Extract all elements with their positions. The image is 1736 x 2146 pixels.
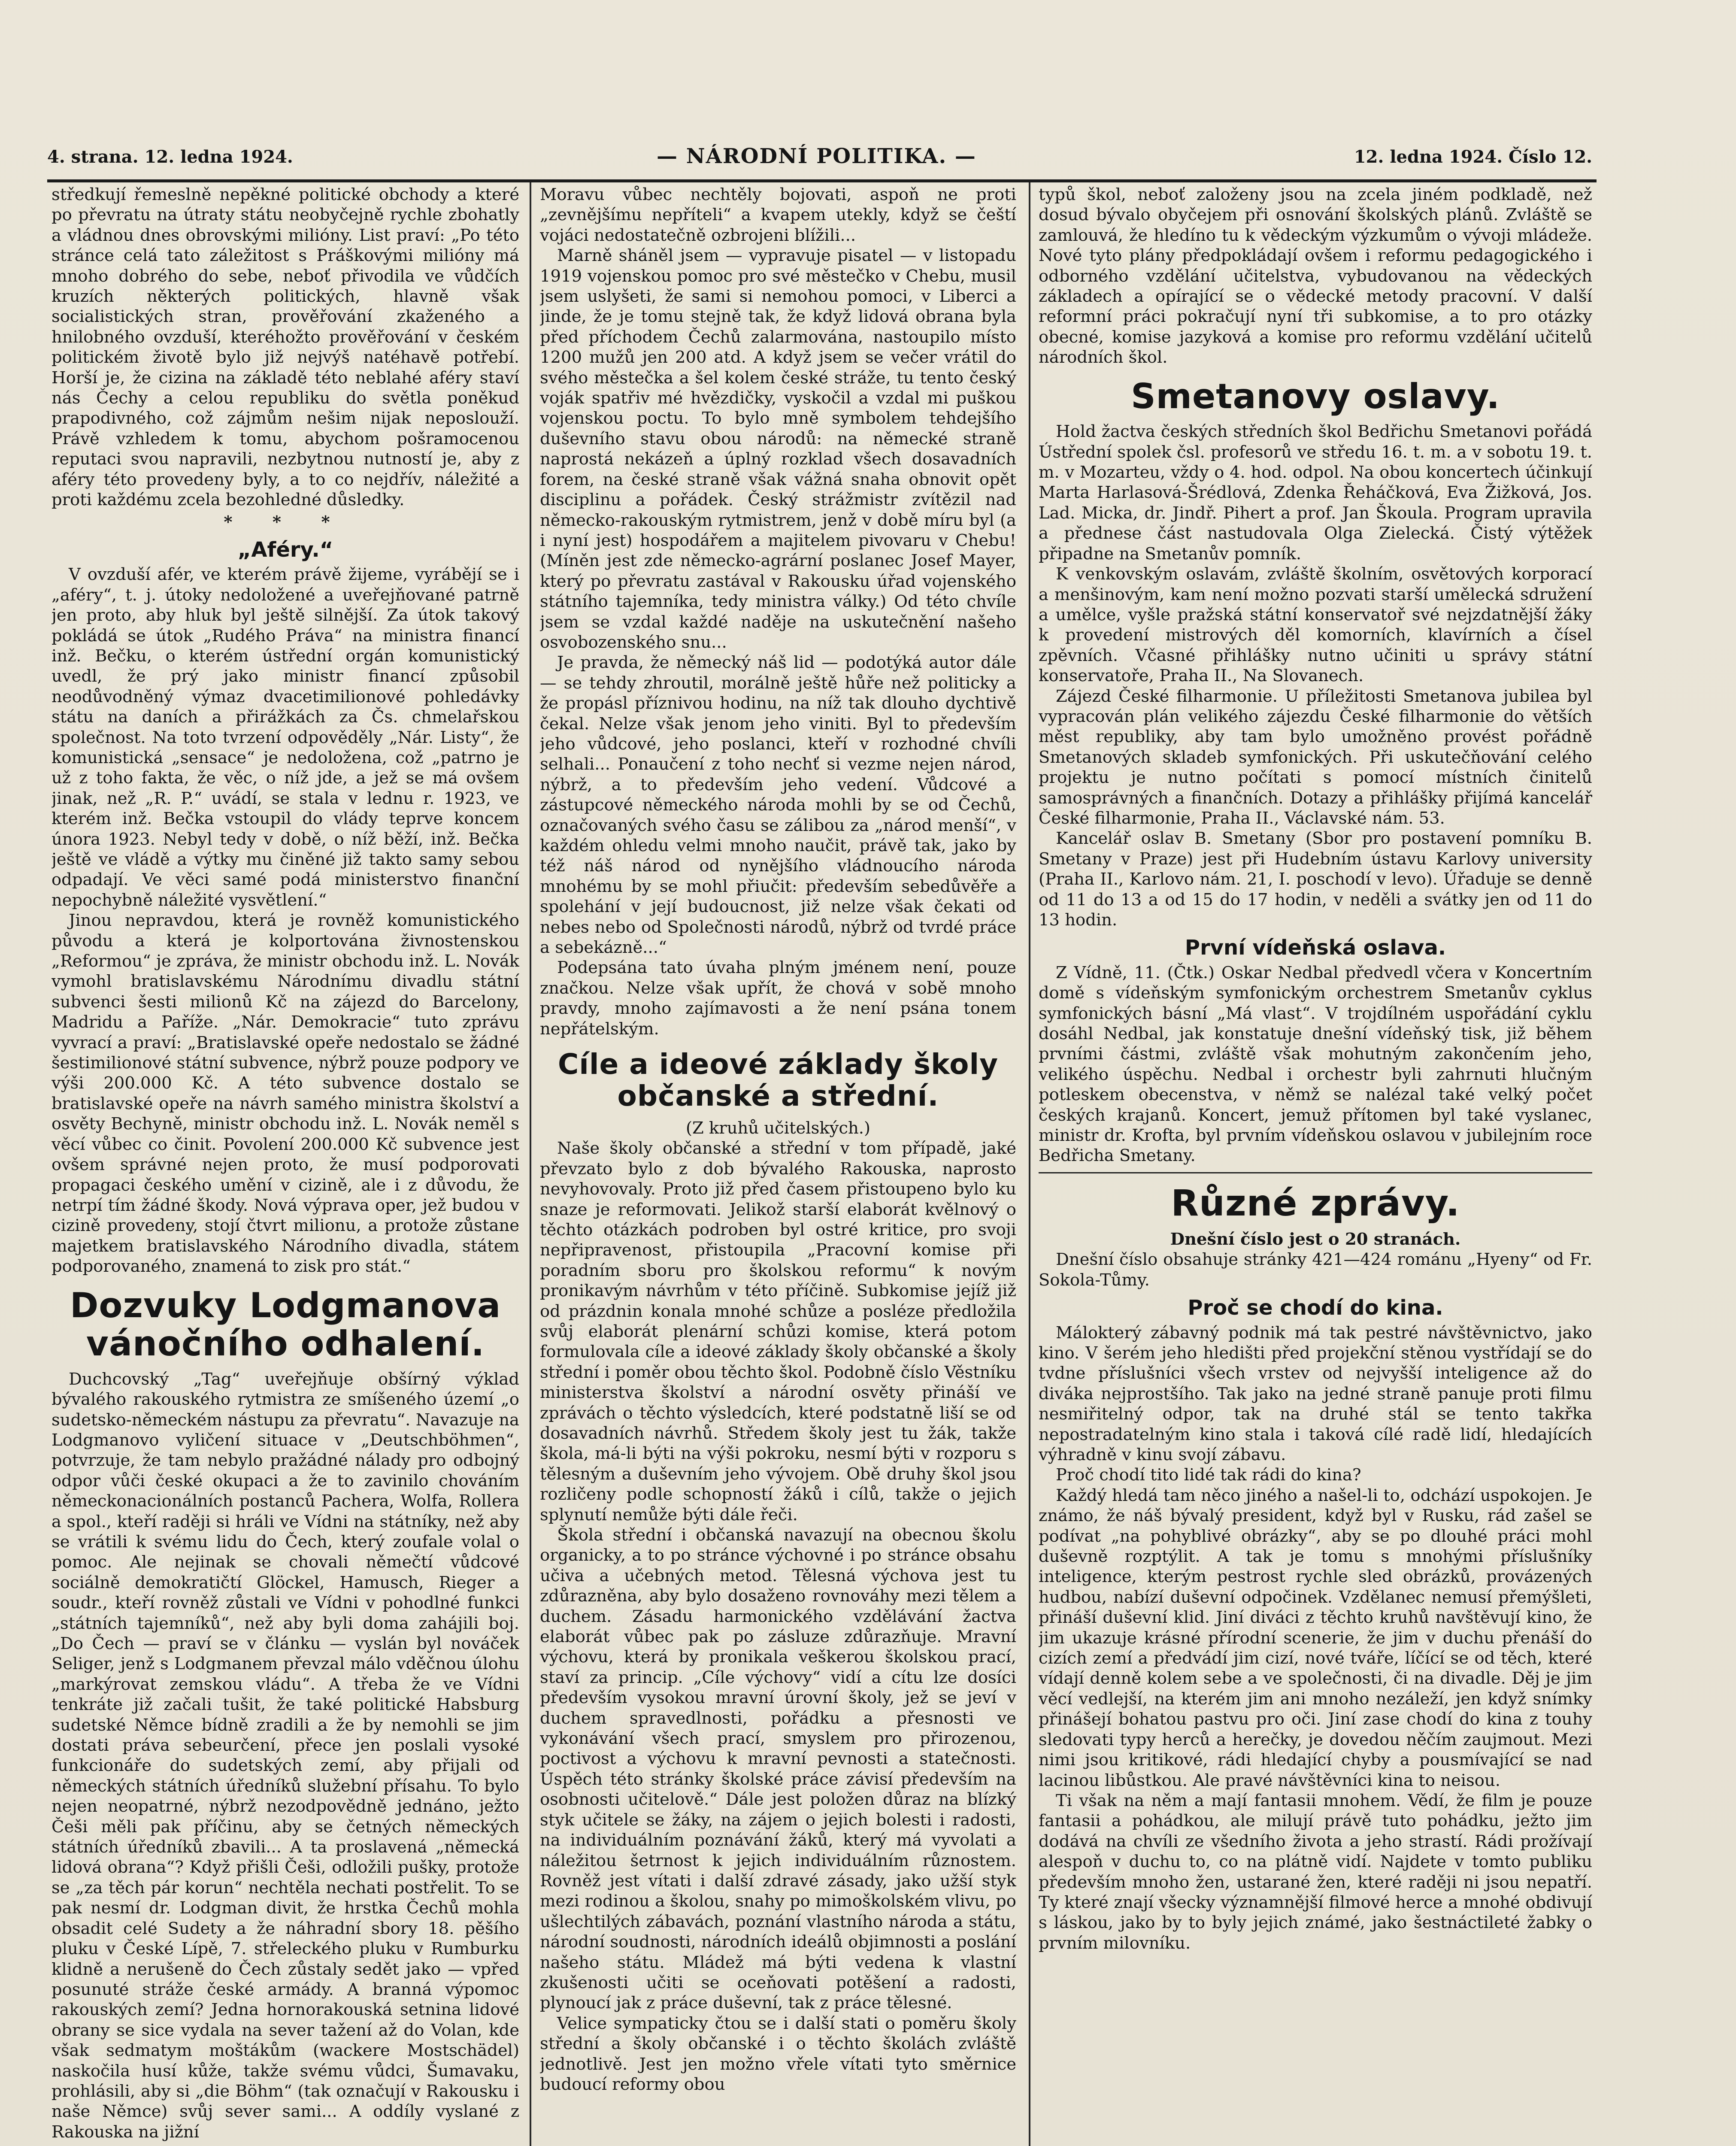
paragraph: Škola střední i občanská navazují na obecnou školu organicky, a to po stránce výchovné i po stránce obsahu učiva a učebných metod. Tělesná výchova jest tu zdůrazněna, aby bylo dosaženo rovnováhy mezi tělem a duchem. Zásadu harmonického vzdělávání žactva elaborát vůbec pak po zásluze zdůrazňuje. Mravní výchovu, která by pronikala veškerou školskou prací, staví za princip. „Cíle výchovy“ vidí a cítu lze dosíci především vysokou mravní úrovní školy, jež se jeví v duchem spravedlnosti, pořádku a přesnosti ve vykonávání všech prací, smyslem pro přirozenou, poctivost a výchovu k mravní pevnosti a statečnosti. Úspěch této stránky školské práce závisí především na osobnosti učitelově.“ Dále jest položen důraz na blízký styk učitele se žáky, na zájem o jejich bolesti i radosti, na individuálním poznávání žáků, který má vyvolati a náležitou šetrnost k jejich individuálním různostem. Rovněž jest vítati i další zdravé zásady, jako užší styk mezi rodinou a školou, snahy po mimoškolském vlivu, po ušlechtilých zábavách, poznání vlastního národa a státu, národní soudnosti, národních ideálů objimnosti a poslání našeho státu. Mládež má býti vedena k vlastní zkušenosti učiti se oceňovati potěšení a radosti, plynoucí jak z práce duševní, tak z práce tělesné. [540, 1525, 1016, 2013]
headline-ruzne: Různé zprávy. [1171, 1182, 1460, 1224]
date-issue: 12. ledna 1924. Číslo 12. [1354, 147, 1592, 167]
byline: (Z kruhů učitelských.) [685, 1118, 871, 1138]
masthead [47, 142, 1592, 176]
headline-dozvuky: Dozvuky Lodgmanova vánočního odhalení. [70, 1285, 501, 1364]
paragraph: Zájezd České filharmonie. U příležitosti Smetanova jubilea byl vypracován plán velikého zájezdu České filharmonie do větších měst republiky, aby tam bylo umožněno provést pořádně Smetanových skladeb symfonických. Při uskutečňování celého projektu je nutno počítati s pomocí místních činitelů samosprávných a finančních. Dotazy a přihlášky přijímá kancelář České filharmonie, Praha II., Václavské nám. 53. [1039, 686, 1592, 828]
divider [1039, 1172, 1592, 1173]
paragraph: Ti však na něm a mají fantasii mnohem. Vědí, že film je pouze fantasii a pohádkou, ale milují právě tuto pohádku, ježto jim dodává na chvíli ze všedního života a jeho strastí. Rádi prožívají alespoň v duchu to, co na plátně vidí. Najdete v tomto publiku především mnoho žen, ustarané žen, které raději ni jsou nepatří. Ty které znají všecky významnější filmové herce a mnohé obdivují s láskou, jako by to byly jejich známé, jako šestnáctileté žabky o prvním milovníku. [1039, 1791, 1592, 1953]
paragraph: K venkovským oslavám, zvláště školním, osvětových korporací a menšinovým, kam není možno pozvati starší umělecká sdružení a umělce, vyšle pražská státní konservatoř své nejzdatnější žáky k provedení mistrových děl komorních, klavírních a čísel zpěvních. Včasné přihlášky nutno učiniti u správy státní konservatoře, Praha II., Na Slovanech. [1039, 564, 1592, 686]
headline-cile: Cíle a ideové základy školy občanské a střední. [557, 1048, 999, 1112]
paragraph: Málokterý zábavný podnik má tak pestré návštěvnictvo, jako kino. V šerém jeho hledišti před projekční stěnou vystřídají se do tvdne příslušníci všech vrstev od nejvyšší inteligence až do diváka nejprostšího. Tak jako na jedné straně panuje proti filmu nesmiřitelný odpor, tak na druhé stál se tento takřka nepostradatelným kino stala i taková cílé radě lidí, hledajících výhradně v kinu svojí zábavu. [1039, 1323, 1592, 1465]
paragraph: Naše školy občanské a střední v tom případě, jaké převzato bylo z dob bývalého Rakouska, naprosto nevyhovovaly. Proto již před časem přistoupeno bylo ku snaze je reformovati. Jelikož starší elaborát kvělnový o těchto otázkách podroben byl ostré kritice, pro svoji nepřipravenost, přistoupila „Pracovní komise při poradním sboru pro školskou reformu“ k novým pronikavým návrhům v této příčině. Subkomise jejíž již od prázdnin konala mnohé schůze a posléze předložila svůj elaborát plenární schůzi komise, která potom formulovala cíle a ideové základy školy občanské a školy střední i poměr obou těchto škol. Podobně číslo Věstníku ministerstva školství a národní osvěty přináší ve zprávách o těchto výsledcích, které podstatně liší se od dosavadních návrhů. Středem školy jest tu žák, takže škola, má-li býti na výši pokroku, nesmí býti v rozporu s tělesným a duševním jeho vývojem. Obě druhy škol jsou rozličeny podle schopností žáků i cílů, takže o jejich splynutí nemůže býti dále řeči. [540, 1139, 1016, 1525]
section-separator: * * * [224, 512, 347, 532]
paragraph: Podepsána tato úvaha plným jménem není, pouze značkou. Nelze však upřít, že chová v sobě mnoho pravdy, mnoho zajímavosti a že není psána tonem nepřátelským. [540, 958, 1016, 1039]
paragraph: Duchcovský „Tag“ uveřejňuje obšírný výklad bývalého rakouského rytmistra ze smíšeného území „o sudetsko-německém nástupu za převratu“. Navazuje na Lodgmanovo vyličení situace v „Deutschböhmen“, potvrzuje, že tam nebylo pražádné nálady pro odbojný odpor vůči české okupaci a že to zavinilo chováním německonacionálních postanců Pachera, Wolfa, Rollera a spol., kteří raději si hráli ve Vídni na státníky, než aby se vrátili k svému lidu do Čech, který zoufale volal o pomoc. Ale nejinak se chovali němečtí vůdcové sociálně demokratičtí Glöckel, Hamusch, Rieger a soudr., kteří rovněž zůstali ve Vídni v pohodlné funkci „státních tajemníků“, než aby byli doma zahájili boj. „Do Čech — praví se v článku — vyslán byl nováček Seliger, jenž s Lodgmanem převzal málo vděčnou úlohu „markýrovat zemskou vládu“. A třeba že ve Vídni tenkráte již začali tušit, že také politické Habsburg sudetské Němce bídně zradili a že by nemohli se jim dostati práva sebeurčení, přece jen poslali vysoké funkcionáře do sudetských zemí, aby přijali od německých státních úředníků služební přísahu. To bylo nejen neopatrné, nýbrž nezodpovědně jednáno, ježto Češi měli pak příčinu, aby se četných německých státních úředníků zbavili... A ta proslavená „německá lidová obrana“? Když přišli Češi, odložili pušky, protože se „za těch pár korun“ nechtěla nechati postřelit. To se pak nesmí dr. Lodgman divit, že hrstka Čechů mohla obsadit celé Sudety a že náhradní sbory 18. pěšího pluku v České Lípě, 7. střeleckého pluku v Rumburku klidně a nerušeně do Čech zůstaly sedět jako — vpřed posunuté stráže české armády. A branná výpomoc rakouských zemí? Jedna hornorakouská setnina lidové obrany se sice vydala na sever tažení až do Volan, kde však sedmatym moštákům (wackere Mostschädel) naskočila husí kůže, takže svému vůdci, Šumavaku, prohlásili, aby si „die Böhm“ (tak označují v Rakousku i naše Němce) svůj sever sami... A oddíly vyslané z Rakouska na jižní [52, 1369, 519, 2142]
article-continuation: středkují řemeslně nepěkné politické obchody a které po převratu na útraty státu neobyčejně rychle zbohatly a vládnou dnes obrovskými milióny. List praví: „Po této stránce celá tato záležitost s Práškovými milióny má mnoho dobrého do sebe, neboť přivodila ve vůdčích kruzích některých politických, hlavně však socialistických stran, prověřování zkaženého a hnilobného ovzduší, kteréhožto prověřování v českém politickém životě bylo již nejvýš natéhavě potřebí. Horší je, že cizina na základě této neblahé aféry staví nás Čechy a celou republiku do světla poněkud prapodivného, což zájmům nešim nijak neposlouží. Právě vzhledem k tomu, abychom pošramocenou reputaci svou napravili, nezbytnou nutností je, aby z aféry této provedeny byly, a to co nejdřív, náležité a proti každému zcela bezohledné důsledky. [52, 185, 519, 510]
column-3 [1039, 185, 1592, 2146]
paragraph: Každý hledá tam něco jiného a našel-li to, odchází uspokojen. Je známo, že náš bývalý president, když byl v Rusku, rád zašel se podívat „na pohyblivé obrázky“, aby se po dlouhé práci mohl duševně rozptýlit. A tak je tomu s mnohými příslušníky inteligence, kterým pestrost rychle sled obrázků, provázených hudbou, nabízí duševní odpočinek. Vzdělanec nemusí přemýšleti, přináší duševní klid. Jiní diváci z těchto kruhů navštěvují kino, že jim ukazuje krásné přírodní scenerie, že jim v duchu přenáší do cizích zemí a předvádí jim cizí, nové tváře, líčící se od těch, které vídají denně kolem sebe a ve společnosti, či na divadle. Děj je jim věcí vedlejší, na kterém jim ani mnoho nezáleží, jen když snímky přinášejí bohatou pastvu pro oči. Jiní zase chodí do kina z touhy sledovati typy herců a herečky, je dovedou něčím zaujmout. Mezi nimi jsou kritikové, rádi hledající chyby a pousmívající se nad lacinou libůstkou. Ale pravé návštěvníci kina to neisou. [1039, 1485, 1592, 1790]
paragraph: Velice sympaticky čtou se i další stati o poměru školy střední a školy občanské i o těchto školách zvláště jednotlivě. Jest jen možno vřele vítati tyto směrnice budoucí reformy obou [540, 2013, 1016, 2094]
subhead-videnska: První vídeňská oslava. [1185, 936, 1446, 960]
paragraph: V ovzduší afér, ve kterém právě žijeme, vyrábějí se i „aféry“, t. j. útoky nedoložené a uveřejňované patrně jen proto, aby hluk byl ještě silnější. Za útok takový pokládá se útok „Rudého Práva“ na ministra financí inž. Bečku, o kterém ústřední orgán komunistický uvedl, že prý jako ministr financí způsobil neodůvodněný výmaz dvacetimilionové pohledávky státu na daních a přirážkách za Čs. chmelařskou společnost. Na toto tvrzení odpověděly „Nár. Listy“, že komunistická „sensace“ je nedoložena, což „patrno je už z toho fakta, že věc, o níž jde, a jež se má ovšem jinak, než „R. P.“ uvádí, se stala v lednu r. 1923, ve kterém inž. Bečka vstoupil do vlády teprve koncem února 1923. Nebyl tedy v době, o níž běží, inž. Bečka ještě ve vládě a výtky mu činěné již takto samy sebou odpadají. Ve věci samé podá ministerstvo finanční nepochybně náležité vysvětlení.“ [52, 565, 519, 910]
lead-line: Dnešní číslo jest o 20 stranách. [1170, 1229, 1461, 1249]
paragraph: Jinou nepravdou, která je rovněž komunistického původu a která je kolportována živnostenskou „Reformou“ je zpráva, že ministr obchodu inž. L. Novák vymohl bratislavskému Národnímu divadlu státní subvenci šesti milionů Kč na zájezd do Barcelony, Madridu a Paříže. „Nár. Demokracie“ tuto zprávu vyvrací a praví: „Bratislavské opeře nedostalo se žádné šestimilionové státní subvence, nýbrž pouze podpory ve výši 200.000 Kč. A této subvence dostalo se bratislavské opeře na návrh samého ministra školství a osvěty Bechyně, ministr obchodu inž. L. Novák neměl s věcí vůbec co činit. Povolení 200.000 Kč subvence jest ovšem správné nejen proto, že musí podporovati propagaci českého umění v cizině, ale i z důvodu, že netrpí tím žádné škody. Nová výprava oper, jež budou v cizině provedeny, stojí čtvrt milionu, a protože zůstane majetkem bratislavského Národního divadla, státem podporovaného, znamená to zisk pro stát.“ [52, 911, 519, 1276]
page-label: 4. strana. 12. ledna 1924. [47, 147, 293, 167]
article-continuation: Moravu vůbec nechtěly bojovati, aspoň ne proti „zevnějšímu nepříteli“ a kvapem utekly, když se čeští vojáci nedostatečně ozbrojeni blížili... [540, 185, 1016, 245]
column-divider [530, 182, 531, 2146]
paragraph: Marně sháněl jsem — vypravuje pisatel — v listopadu 1919 vojenskou pomoc pro své městečko v Chebu, musil jsem uslyšeti, že sami si nemohou pomoci, v Liberci a jinde, že je tomu stejně tak, že když lidová obrana byla před příchodem Čechů zalarmována, nastoupilo místo 1200 mužů jen 200 atd. A když jsem se večer vrátil do svého městečka a šel kolem české stráže, tu tento český voják spatřiv mé hvězdičky, vyskočil a vzdal mi puškou vojenskou poctu. To bylo mně symbolem tehdejšího duševního stavu obou národů: na německé straně naprostá nekázeň a úplný rozklad všech dosavadních forem, na české straně však vážná snaha obnovit opět disciplinu a pořádek. Český strážmistr zvítězil nad německo-rakouským rytmistrem, jenž v době míru byl (a i nyní jest) hospodářem a majitelem pivovaru v Chebu! (Míněn jest zde německo-agrární poslanec Josef Mayer, který po převratu zastával v Rakousku úřad vojenského státního tajemníka, tedy ministra války.) Od této chvíle jsem se vzdal každé naděje na uskutečnění našeho osvobozenského snu... [540, 246, 1016, 652]
subhead-afery: „Aféry.“ [237, 537, 333, 562]
column-divider [1029, 182, 1030, 2146]
paragraph: Proč chodí tito lidé tak rádi do kina? [1056, 1465, 1361, 1485]
column-2 [540, 185, 1016, 2146]
subhead-kino: Proč se chodí do kina. [1188, 1296, 1443, 1320]
paragraph: Je pravda, že německý náš lid — podotýká autor dále — se tehdy zhroutil, morálně ještě hůře než politicky a že propásl příznivou hodinu, na níž tak dlouho dychtivě čekal. Nelze však jenom jeho viniti. Byl to především jeho vůdcové, jeho poslanci, kteří v rozhodné chvíli selhali... Ponaučení z toho nechť si vezme nejen národ, nýbrž, a to především jeho vedení. Vůdcové a zástupcové německého národa mohli by se od Čechů, označovaných svého času se zálibou za „národ menší“, v každém ohledu velmi mnoho naučit, právě tak, jako by též náš národ od nynějšího vládnoucího národa mnohému by se mohl přiučit: především sebedůvěře a spolehání v její budoucnost, již nelze však čekati od nebes nebo od Společnosti národů, nýbrž od tvrdé práce a sebekázně...“ [540, 653, 1016, 958]
paragraph: Dnešní číslo obsahuje stránky 421—424 románu „Hyeny“ od Fr. Sokola-Tůmy. [1039, 1250, 1592, 1290]
masthead-rule [47, 179, 1597, 182]
headline-smetanovy: Smetanovy oslavy. [1131, 376, 1500, 416]
paragraph: Hold žactva českých středních škol Bedřichu Smetanovi pořádá Ústřední spolek čsl. profesorů ve středu 16. t. m. a v sobotu 19. t. m. v Mozarteu, vždy o 4. hod. odpol. Na obou koncertech účinkují Marta Harlasová-Šrédlová, Zdenka Řeháčková, Eva Žižková, Jos. Lad. Micka, dr. Jindř. Pihert a prof. Jan Škoula. Program upravila a přednese část nastudovala Olga Zielecká. Čistý výtěžek připadne na Smetanův pomník. [1039, 422, 1592, 564]
newspaper-title: — NÁRODNÍ POLITIKA. — [657, 144, 976, 168]
column-1 [52, 185, 519, 2146]
paragraph: Kancelář oslav B. Smetany (Sbor pro postavení pomníku B. Smetany v Praze) jest při Hudebním ústavu Karlovy university (Praha II., Karlovo nám. 21, I. poschodí v levo). Úřaduje se denně od 11 do 13 a od 15 do 17 hodin, v neděli a svátky jen od 11 do 13 hodin. [1039, 829, 1592, 930]
paragraph: Z Vídně, 11. (Čtk.) Oskar Nedbal předvedl včera v Koncertním domě s vídeňským symfonickým orchestrem Smetanův cyklus symfonických básní „Má vlast“. V trojdílném uspořádání cyklu dosáhl Nedbal, jak konstatuje dnešní vídeňský tisk, již během prvními částmi, zvláště však mohutným zakončením jeho, velikého úspěchu. Nedbal i orchestr byli zahrnuti hlučným potleskem obecenstva, v němž se nalézal také velký počet českých krajanů. Koncert, jemuž přítomen byl také vyslanec, ministr dr. Krofta, byl prvním vídeňskou oslavou v jubilejním roce Bedřicha Smetany. [1039, 963, 1592, 1166]
article-continuation: typů škol, neboť založeny jsou na zcela jiném podkladě, než dosud bývalo obyčejem při osnování školských plánů. Zvláště se zamlouvá, že hledíno tu k vědeckým výzkumům o vývoji mládeže. Nové tyto plány předpokládají ovšem i reformu pedagogického i odborného vzdělání učitelstva, vybudovanou na vědeckých základech a opírající se o vědecké metody pracovní. V další reformní práci pokračují nyní tři subkomise, a to pro otázky obecné, komise jazyková a komise pro reformu vzdělání učitelů národních škol. [1039, 185, 1592, 367]
